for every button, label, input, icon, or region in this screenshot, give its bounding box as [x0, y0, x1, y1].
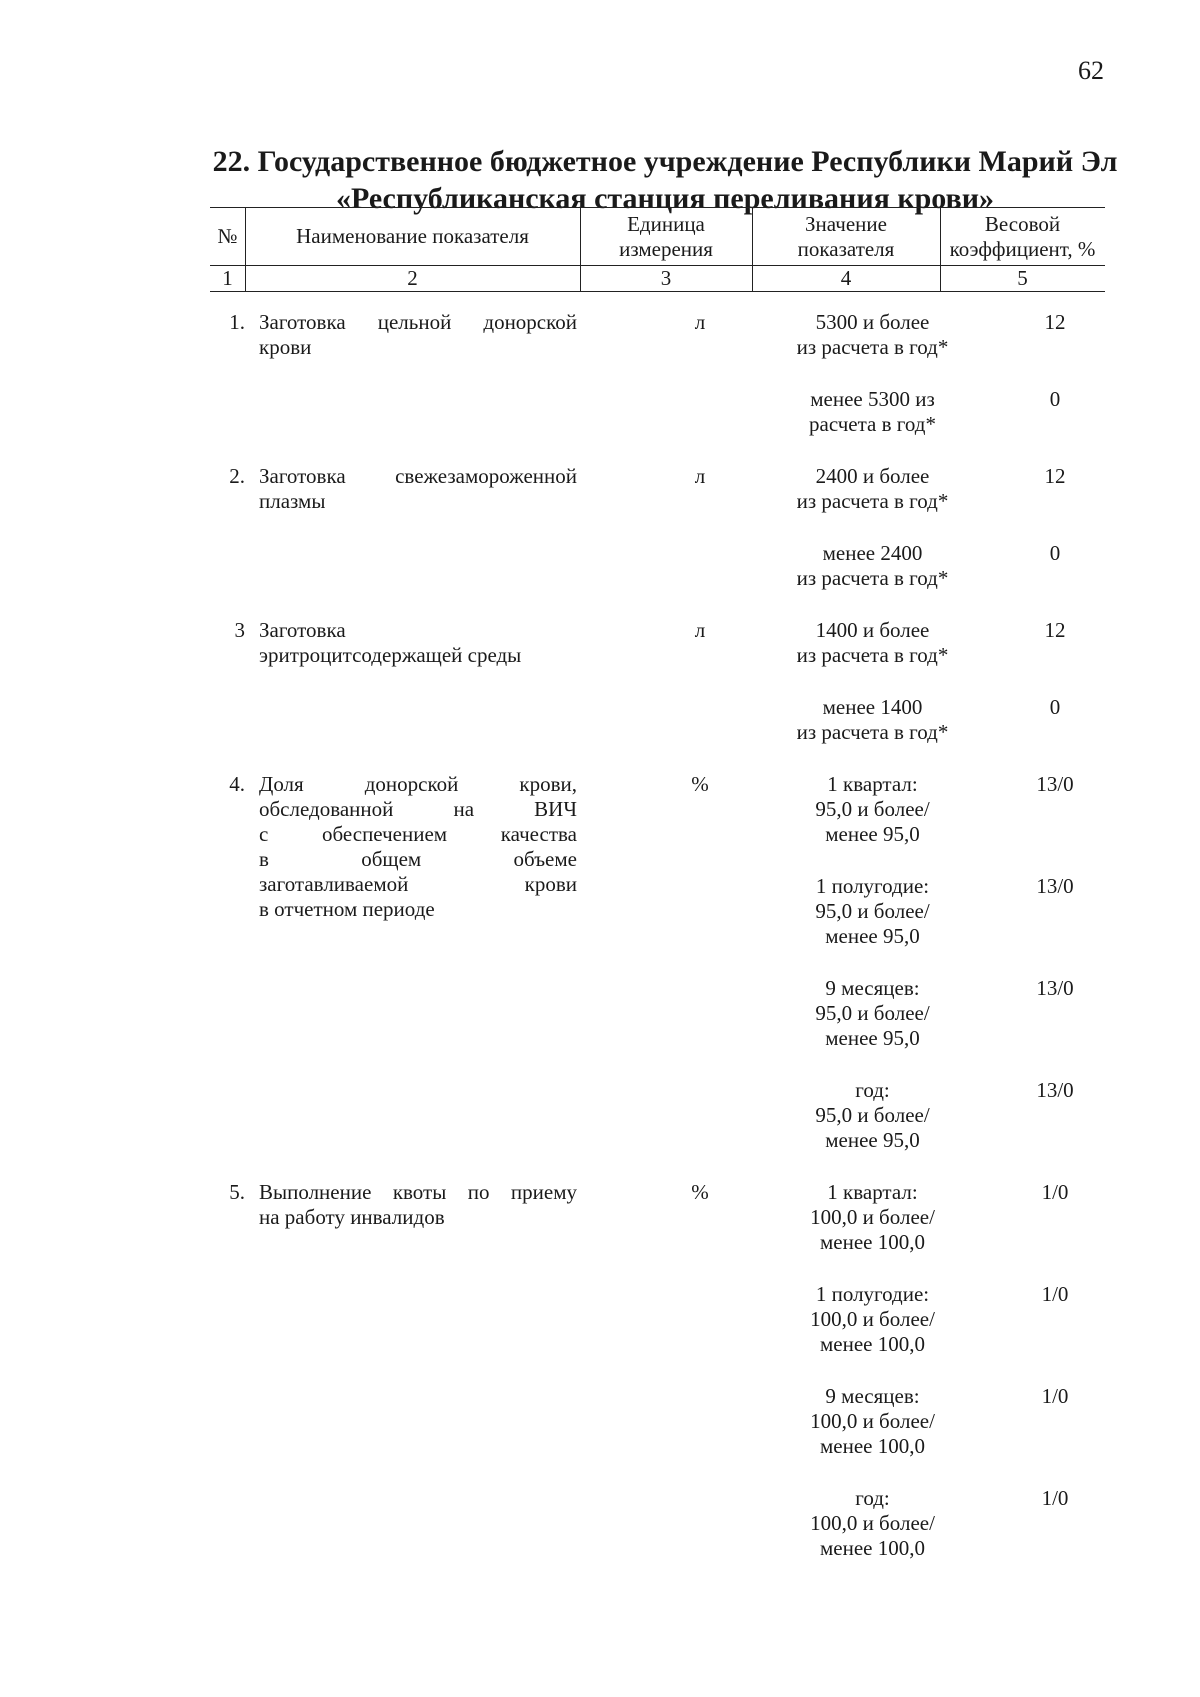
row-weight: 1/0: [1041, 1486, 1069, 1510]
value-line: 100,0 и более/: [810, 1511, 935, 1535]
row-weight: 1/0: [1041, 1384, 1069, 1408]
value-line: 9 месяцев:: [825, 976, 920, 1000]
row-value: [735, 387, 1010, 437]
value-line: менее 100,0: [820, 1434, 925, 1458]
row-unit: л: [694, 618, 706, 642]
header-numbers-row: [210, 266, 1105, 292]
name-line: Заготовка свежезамороженной: [259, 464, 577, 488]
value-line: менее 100,0: [820, 1230, 925, 1254]
row-unit: %: [691, 772, 709, 796]
name-line: эритроцитсодержащей среды: [259, 643, 522, 667]
title-line-2: «Республиканская станция переливания крови»: [335, 182, 995, 215]
row-indicator-name: [259, 618, 577, 668]
name-line: Заготовка цельной донорской: [259, 310, 577, 334]
header-weight: [940, 208, 1105, 265]
row-value: [735, 1384, 1010, 1459]
value-line: 100,0 и более/: [810, 1409, 935, 1433]
row-weight: 0: [1049, 695, 1061, 719]
table-header: [210, 207, 1105, 292]
row-indicator-name: [259, 310, 577, 360]
row-value: [735, 1180, 1010, 1255]
row-value: [735, 1282, 1010, 1357]
col-number-3: 3: [660, 266, 672, 290]
row-weight: 13/0: [1036, 976, 1074, 1000]
row-number: 4.: [229, 772, 245, 796]
row-weight: 12: [1044, 618, 1066, 642]
row-unit: %: [691, 1180, 709, 1204]
row-indicator-name: [259, 772, 577, 922]
value-line: менее 95,0: [825, 1128, 920, 1152]
value-line: 100,0 и более/: [810, 1307, 935, 1331]
row-value: [735, 695, 1010, 745]
header-name: Наименование показателя: [296, 224, 529, 248]
row-number: 3: [234, 618, 245, 642]
document-title: [200, 143, 1130, 217]
col-number-2: 2: [407, 266, 418, 290]
value-line: 1400 и более: [815, 618, 930, 642]
row-value: [735, 874, 1010, 949]
row-number: 1.: [229, 310, 245, 334]
row-weight: 1/0: [1041, 1180, 1069, 1204]
value-line: из расчета в год*: [796, 489, 949, 513]
value-line: менее 100,0: [820, 1536, 925, 1560]
header-weight-line-2: коэффициент, %: [949, 236, 1096, 261]
value-line: менее 95,0: [825, 1026, 920, 1050]
value-line: менее 95,0: [825, 822, 920, 846]
row-value: [735, 772, 1010, 847]
value-line: 95,0 и более/: [815, 797, 930, 821]
header-unit-line-1: Единица: [627, 211, 705, 236]
col-number-4: 4: [840, 266, 852, 290]
name-line: плазмы: [259, 489, 326, 513]
title-line-1: 22. Государственное бюджетное учреждение Республики Марий Эл: [212, 145, 1118, 178]
value-line: 1 квартал:: [827, 772, 918, 796]
value-line: менее 1400: [822, 695, 923, 719]
value-line: из расчета в год*: [796, 720, 949, 744]
value-line: из расчета в год*: [796, 566, 949, 590]
value-line: из расчета в год*: [796, 335, 949, 359]
col-number-1: 1: [222, 266, 233, 290]
name-line: крови: [259, 335, 312, 359]
row-value: [735, 310, 1010, 360]
row-weight: 13/0: [1036, 772, 1074, 796]
value-line: 100,0 и более/: [810, 1205, 935, 1229]
row-value: [735, 1486, 1010, 1561]
row-unit: л: [694, 310, 706, 334]
header-value: [752, 208, 940, 265]
row-weight: 1/0: [1041, 1282, 1069, 1306]
value-line: расчета в год*: [809, 412, 936, 436]
value-line: 95,0 и более/: [815, 1001, 930, 1025]
value-line: менее 2400: [822, 541, 923, 565]
name-line: в общем объеме: [259, 847, 577, 871]
name-line: Заготовка: [259, 618, 346, 642]
row-value: [735, 464, 1010, 514]
name-line: на работу инвалидов: [259, 1205, 445, 1229]
col-number-5: 5: [1017, 266, 1028, 290]
row-weight: 0: [1049, 387, 1061, 411]
value-line: менее 95,0: [825, 924, 920, 948]
header-num: №: [217, 224, 238, 248]
row-weight: 13/0: [1036, 874, 1074, 898]
value-line: 1 полугодие:: [815, 874, 930, 898]
row-weight: 12: [1044, 310, 1066, 334]
value-line: 95,0 и более/: [815, 899, 930, 923]
row-indicator-name: [259, 1180, 577, 1230]
row-value: [735, 618, 1010, 668]
value-line: 2400 и более: [815, 464, 930, 488]
value-line: 9 месяцев:: [825, 1384, 920, 1408]
row-value: [735, 976, 1010, 1051]
value-line: 5300 и более: [815, 310, 930, 334]
value-line: год:: [855, 1078, 890, 1102]
row-weight: 0: [1049, 541, 1061, 565]
value-line: из расчета в год*: [796, 643, 949, 667]
value-line: 1 полугодие:: [815, 1282, 930, 1306]
row-value: [735, 541, 1010, 591]
row-indicator-name: [259, 464, 577, 514]
header-unit: [580, 208, 752, 265]
name-line: Выполнение квоты по приему: [259, 1180, 577, 1204]
row-value: [735, 1078, 1010, 1153]
name-line: с обеспечением качества: [259, 822, 577, 846]
row-weight: 13/0: [1036, 1078, 1074, 1102]
name-line: заготавливаемой крови: [259, 872, 577, 896]
header-weight-line-1: Весовой: [984, 211, 1061, 236]
value-line: менее 100,0: [820, 1332, 925, 1356]
value-line: год:: [855, 1486, 890, 1510]
name-line: в отчетном периоде: [259, 897, 435, 921]
row-unit: л: [694, 464, 706, 488]
name-line: обследованной на ВИЧ: [259, 797, 577, 821]
name-line: Доля донорской крови,: [259, 772, 577, 796]
row-number: 5.: [229, 1180, 245, 1204]
value-line: 1 квартал:: [827, 1180, 918, 1204]
row-weight: 12: [1044, 464, 1066, 488]
page-number: 62: [1078, 56, 1104, 85]
header-value-line-1: Значение: [805, 211, 887, 236]
header-unit-line-2: измерения: [619, 236, 713, 261]
header-labels-row: [210, 207, 1105, 266]
value-line: менее 5300 из: [810, 387, 935, 411]
row-number: 2.: [229, 464, 245, 488]
value-line: 95,0 и более/: [815, 1103, 930, 1127]
header-value-line-2: показателя: [797, 236, 895, 261]
